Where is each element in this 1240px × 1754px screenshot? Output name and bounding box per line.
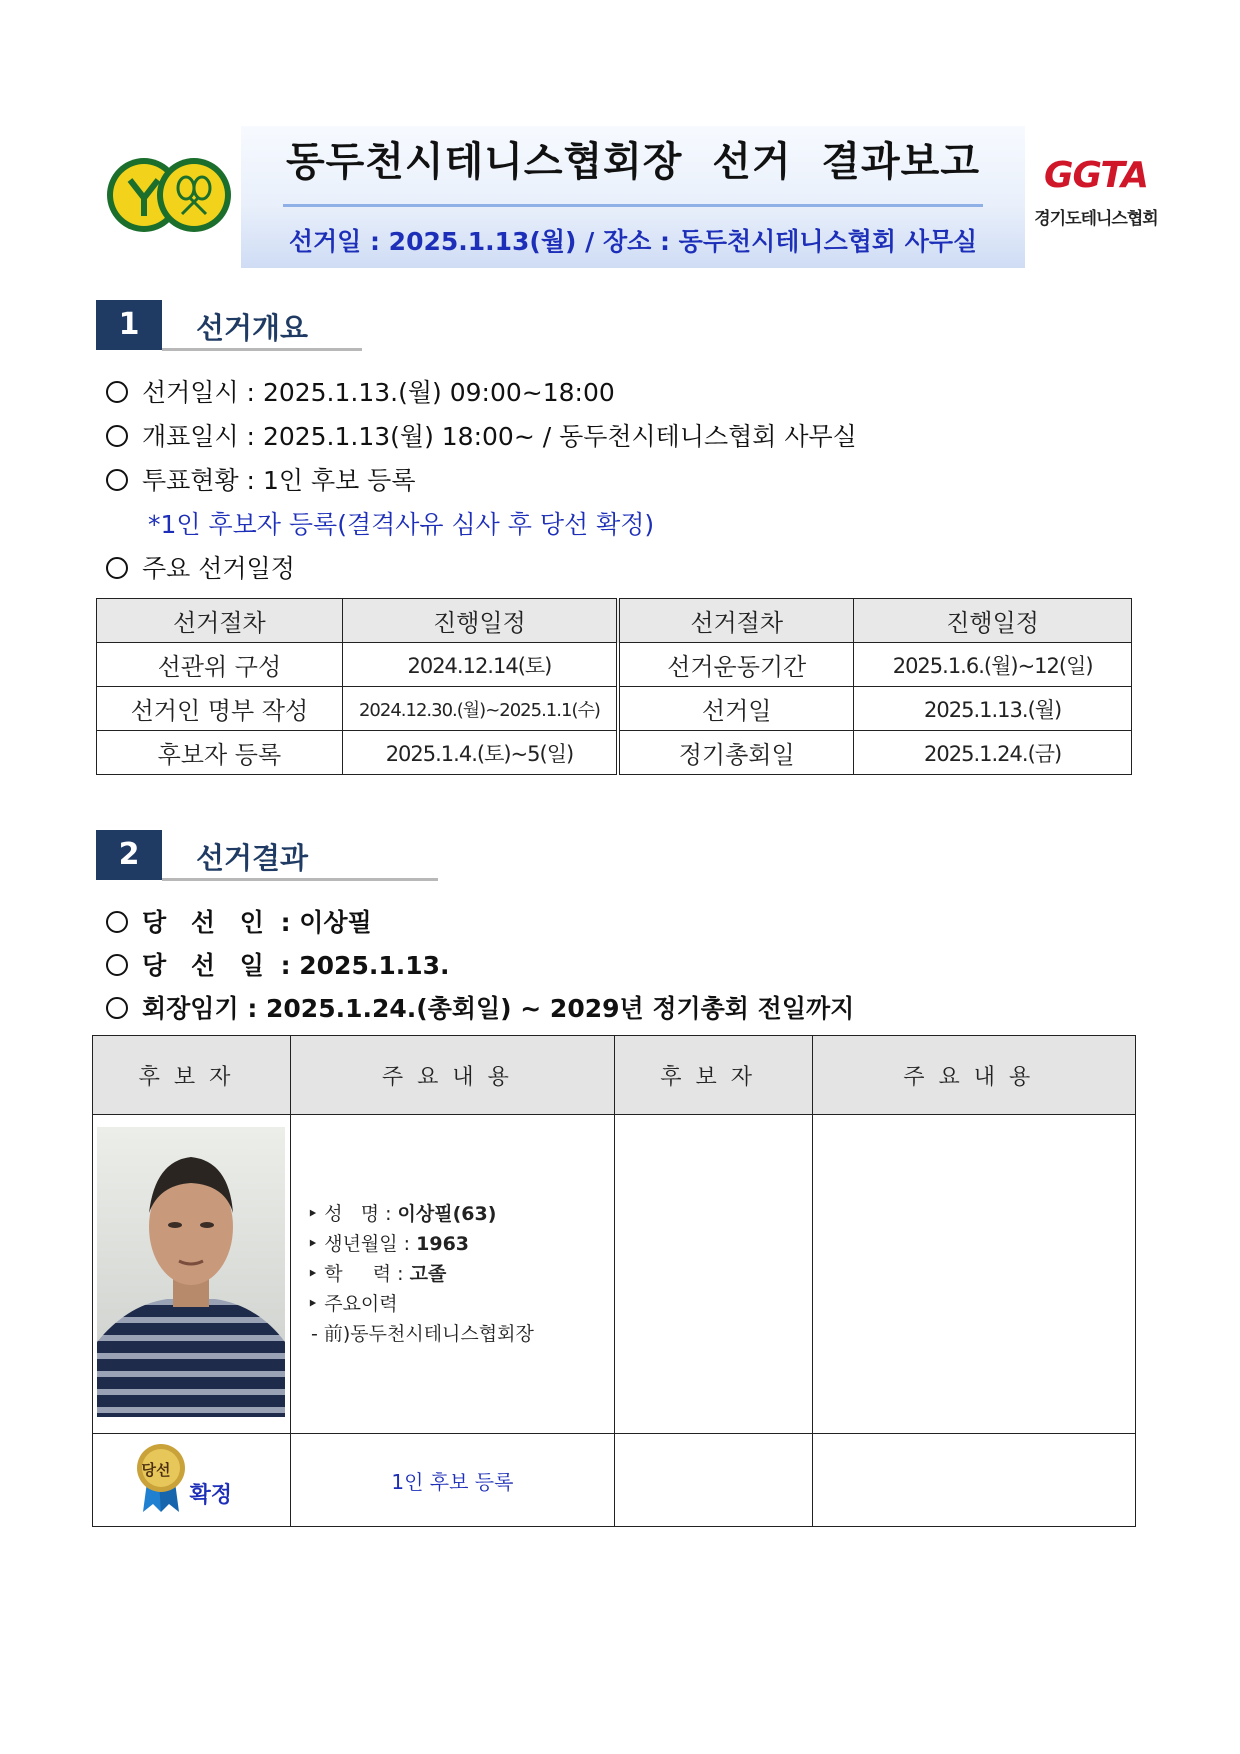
candidate-info-line: ‣ 성 명 : 이상필(63) bbox=[306, 1203, 497, 1225]
table-cell: 정기총회일 bbox=[618, 731, 854, 775]
overview-line-2: 개표일시 : 2025.1.13(월) 18:00~ / 동두천시테니스협회 사무실 bbox=[106, 417, 857, 453]
result-label: 당 선 인 bbox=[142, 908, 272, 937]
candidate-info-line: ‣ 생년월일 : 1963 bbox=[306, 1233, 470, 1255]
info-value: 이상필(63) bbox=[397, 1203, 497, 1225]
schedule-table bbox=[96, 598, 1132, 775]
result-value: 2025.1.24.(총회일) ~ 2029년 정기총회 전일까지 bbox=[266, 994, 855, 1023]
result-line-3: 회장임기 : 2025.1.24.(총회일) ~ 2029년 정기총회 전일까지 bbox=[106, 989, 854, 1025]
info-key: 학 력 bbox=[324, 1263, 392, 1285]
dongducheon-tennis-logo bbox=[106, 150, 232, 240]
candidate-info-line: ‣ 주요이력 bbox=[306, 1293, 398, 1315]
overview-note: *1인 후보자 등록(결격사유 심사 후 당선 확정) bbox=[148, 510, 655, 539]
schedule-header-row bbox=[97, 599, 1132, 643]
table-cell: 2025.1.6.(월)~12(일) bbox=[854, 643, 1132, 687]
status-row bbox=[93, 1434, 1136, 1527]
overview-label: 선거일시 bbox=[142, 378, 239, 407]
section-1-number: 1 bbox=[96, 300, 162, 350]
candidate-info-line: ‣ 학 력 : 고졸 bbox=[306, 1263, 447, 1285]
bullet-circle-icon bbox=[106, 469, 128, 491]
table-cell: 후보자 등록 bbox=[97, 731, 343, 775]
empty-info-cell bbox=[812, 1115, 1136, 1434]
table-cell: 2025.1.24.(금) bbox=[854, 731, 1132, 775]
table-row bbox=[97, 731, 1132, 775]
section-2-title: 선거결과 bbox=[196, 841, 309, 875]
ggta-logo-name: 경기도테니스협회 bbox=[1034, 209, 1158, 229]
bullet-circle-icon bbox=[106, 381, 128, 403]
section-1-title: 선거개요 bbox=[196, 311, 309, 345]
result-label: 당 선 일 bbox=[142, 951, 272, 980]
overview-value: 2025.1.13.(월) 09:00~18:00 bbox=[262, 378, 615, 407]
table-row bbox=[97, 643, 1132, 687]
info-key: 생년월일 bbox=[324, 1233, 398, 1255]
bullet-circle-icon bbox=[106, 557, 128, 579]
bullet-circle-icon bbox=[106, 997, 128, 1019]
schedule-header: 선거절차 bbox=[618, 599, 854, 643]
candidate-row bbox=[93, 1115, 1136, 1434]
candidate-photo bbox=[97, 1127, 285, 1417]
bullet-circle-icon bbox=[106, 425, 128, 447]
empty-note-cell bbox=[812, 1434, 1136, 1527]
candidate-info-cell bbox=[290, 1115, 614, 1434]
schedule-header: 선거절차 bbox=[97, 599, 343, 643]
confirmed-label: 확정 bbox=[189, 1482, 232, 1508]
overview-label: 투표현황 bbox=[142, 466, 239, 495]
results-header: 후보자 bbox=[93, 1036, 291, 1115]
results-header: 주요내용 bbox=[812, 1036, 1136, 1115]
table-cell: 선거인 명부 작성 bbox=[97, 687, 343, 731]
empty-status-cell bbox=[614, 1434, 812, 1527]
result-value: 이상필 bbox=[299, 908, 372, 937]
table-row bbox=[97, 687, 1132, 731]
results-header: 후보자 bbox=[614, 1036, 812, 1115]
schedule-heading bbox=[106, 549, 295, 585]
table-cell: 2024.12.14(토) bbox=[342, 643, 618, 687]
info-value: 1963 bbox=[416, 1233, 470, 1255]
candidate-career: - 前)동두천시테니스협회장 bbox=[310, 1323, 534, 1345]
overview-label: 개표일시 bbox=[142, 422, 239, 451]
info-value: 고졸 bbox=[409, 1263, 447, 1285]
info-key: 주요이력 bbox=[324, 1293, 398, 1315]
section-1-underline bbox=[162, 348, 362, 351]
table-cell: 선거운동기간 bbox=[618, 643, 854, 687]
overview-value: 2025.1.13(월) 18:00~ / 동두천시테니스협회 사무실 bbox=[262, 422, 857, 451]
page-subtitle: 선거일 : 2025.1.13(월) / 장소 : 동두천시테니스협회 사무실 bbox=[288, 227, 978, 256]
result-label: 회장임기 bbox=[142, 994, 239, 1023]
overview-line-3: 투표현황 : 1인 후보 등록 bbox=[106, 461, 416, 497]
elected-badge bbox=[131, 1438, 251, 1518]
bullet-circle-icon bbox=[106, 954, 128, 976]
bullet-circle-icon bbox=[106, 911, 128, 933]
page-title: 동두천시테니스협회장 선거 결과보고 bbox=[286, 139, 980, 185]
table-cell: 2025.1.13.(월) bbox=[854, 687, 1132, 731]
result-value: 2025.1.13. bbox=[299, 951, 450, 980]
medal-label: 당선 bbox=[141, 1460, 171, 1479]
section-2-number: 2 bbox=[96, 830, 162, 880]
results-header: 주요내용 bbox=[290, 1036, 614, 1115]
table-cell: 선관위 구성 bbox=[97, 643, 343, 687]
table-cell: 2025.1.4.(토)~5(일) bbox=[342, 731, 618, 775]
overview-value: 1인 후보 등록 bbox=[262, 466, 416, 495]
table-cell: 2024.12.30.(월)~2025.1.1(수) bbox=[342, 687, 618, 731]
status-cell bbox=[93, 1434, 291, 1527]
schedule-header: 진행일정 bbox=[854, 599, 1132, 643]
candidate-photo-cell bbox=[93, 1115, 291, 1434]
single-candidate-note: 1인 후보 등록 bbox=[290, 1434, 614, 1527]
results-header-row bbox=[93, 1036, 1136, 1115]
ggta-logo-mark: GGTA bbox=[1043, 155, 1149, 196]
schedule-header: 진행일정 bbox=[342, 599, 618, 643]
results-table bbox=[92, 1035, 1136, 1527]
schedule-heading-label: 주요 선거일정 bbox=[142, 554, 295, 583]
overview-line-1: 선거일시 : 2025.1.13.(월) 09:00~18:00 bbox=[106, 373, 615, 409]
section-2-underline bbox=[162, 878, 438, 881]
info-key: 성 명 bbox=[324, 1203, 380, 1225]
title-divider bbox=[283, 204, 983, 207]
table-cell: 선거일 bbox=[618, 687, 854, 731]
empty-candidate-cell bbox=[614, 1115, 812, 1434]
result-line-1: 당 선 인 : 이상필 bbox=[106, 903, 372, 939]
result-line-2: 당 선 일 : 2025.1.13. bbox=[106, 946, 450, 982]
